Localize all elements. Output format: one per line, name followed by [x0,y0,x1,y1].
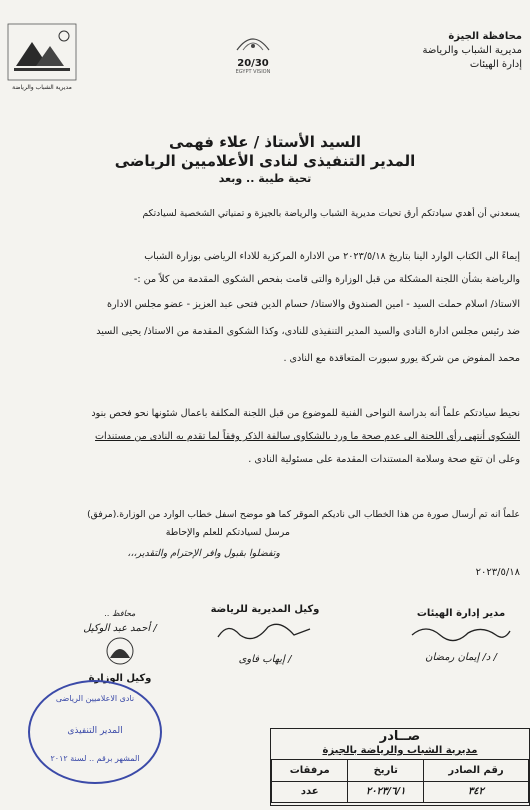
stamp-column-header: مرفقات [272,760,348,782]
stamp-middle-text: المدير التنفيذى [67,726,123,736]
body-line: الاستاذ/ اسلام حملت السيد - امين الصندوق والاستاذ/ حسام الدين فتحى عبد العزيز - عضو مجلس الادارة [106,299,520,310]
stamp-grid [271,759,529,803]
greeting: تحية طيبة .. وبعد [218,172,312,185]
body-paragraph-1 [8,248,520,367]
signatory-name: / د/ إيمان رمضان [425,652,497,663]
body-line: الشكوى أنتهى رأى اللجنة الى عدم صحة ما ورد بالشكاوى سالفة الذكر وفقاً لما تقدم به النادى من مستندات [95,431,520,442]
ministry-emblem-logo [6,22,78,82]
signatory-name: / أحمد عبد الوكيل [83,623,157,634]
stamp-cell: ٣٤٢ [424,781,529,803]
emblem-caption: مديرية الشباب والرياضة [12,84,72,91]
vision-subtitle: EGYPT VISION [235,69,271,75]
stamp-cell: عدد [272,781,348,803]
stamp-title: صــادر [379,729,421,744]
signature-right [396,606,526,665]
letter-date: ٢٠٢٣/٥/١٨ [475,567,520,578]
outgoing-register-stamp [270,728,530,806]
body-line: إيماءً الى الكتاب الوارد الينا بتاريخ ٢٠٢٣/٥/١٨ من الادارة المركزية للاداء الرياضى بوزارة الشباب [144,251,520,262]
stamp-cell: ٢٠٢٣/٦/١ [348,781,424,803]
body-line: محمد المفوض من شركة يورو سبورت المتعاقدة مع النادى . [283,353,520,364]
club-round-stamp [28,680,162,784]
pyramids-emblem-icon [6,22,78,82]
stamp-top-text: نادى الاعلاميين الرياضى [55,694,135,703]
body-line: نحيط سيادتكم علماً أنه بدراسة النواحى الفنية للموضوع من قبل اللجنة المكلفة باعمال شئونها نحو فحص بنود [91,408,520,419]
signature-middle [195,602,335,667]
body-line: وعلى ان تقع صحة وسلامة المستندات المقدمة على مسئولية النادى . [248,454,520,465]
signatory-title: مدير إدارة الهيئات [416,608,506,619]
header-governorate: محافظة الجيزة [448,31,522,42]
signatory-title: وكيل الوزارة [88,673,152,684]
vision-number: 20/30 [237,58,269,69]
seal-mosque-icon [90,636,150,666]
intro-line: يسعدني أن أهدي سيادتكم أرق تحيات مديرية الشباب والرياضة بالجيزة و تمنياتي الشخصية لسيادتكم [142,208,520,219]
closing-inform: مرسل لسيادتكم للعلم والإحاطة [165,527,290,538]
handwritten-signature-icon [210,617,320,647]
header-department: إدارة الهيئات [469,59,522,70]
stamp-subtitle: مديرية الشباب والرياضة بالجيزة [322,745,478,756]
handwritten-signature-icon [406,621,516,645]
signature-left [50,606,190,686]
stamp-column-header: رقم الصادر [424,760,529,782]
header-directorate: مديرية الشباب والرياضة [422,45,522,56]
vision-emblem-icon [233,32,273,54]
signatory-extra: محافظ .. [104,609,136,618]
body-line: والرياضة بشأن اللجنة المشكلة من قبل الوزارة والتى قامت بفحص الشكوى المقدمة من كلاً من :- [133,274,520,285]
header-authority-block [412,30,522,72]
stamp-column-header: تاريخ [348,760,424,782]
signatory-title: وكيل المديرية للرياضة [210,604,320,615]
recipient-name: السيد الأستاذ / علاء فهمى [169,133,361,151]
closing-note: علماً انه تم أرسال صورة من هذا الخطاب الى ناديكم الموقر كما هو موضح اسفل خطاب الوارد من الوزارة.(مرفق) [87,509,520,520]
signatory-name: / إيهاب فاوى [238,654,292,665]
recipient-position: المدير التنفيذى لنادى الأعلاميين الرياضى [114,152,416,170]
stamp-bottom-text: المشهر برقم .. لسنة ٢٠١٢ [50,754,140,763]
body-paragraph-2 [8,405,520,468]
body-line: ضد رئيس مجلس ادارة النادى والسيد المدير التنفيذى للنادى، وكذا الشكوى المقدمة من الاستاذ/ يحيى السيد [96,326,520,337]
egypt-vision-logo [228,32,278,75]
closing-regards: وتفضلوا بقبول وافر الإحترام والتقدير،،، [127,548,280,559]
